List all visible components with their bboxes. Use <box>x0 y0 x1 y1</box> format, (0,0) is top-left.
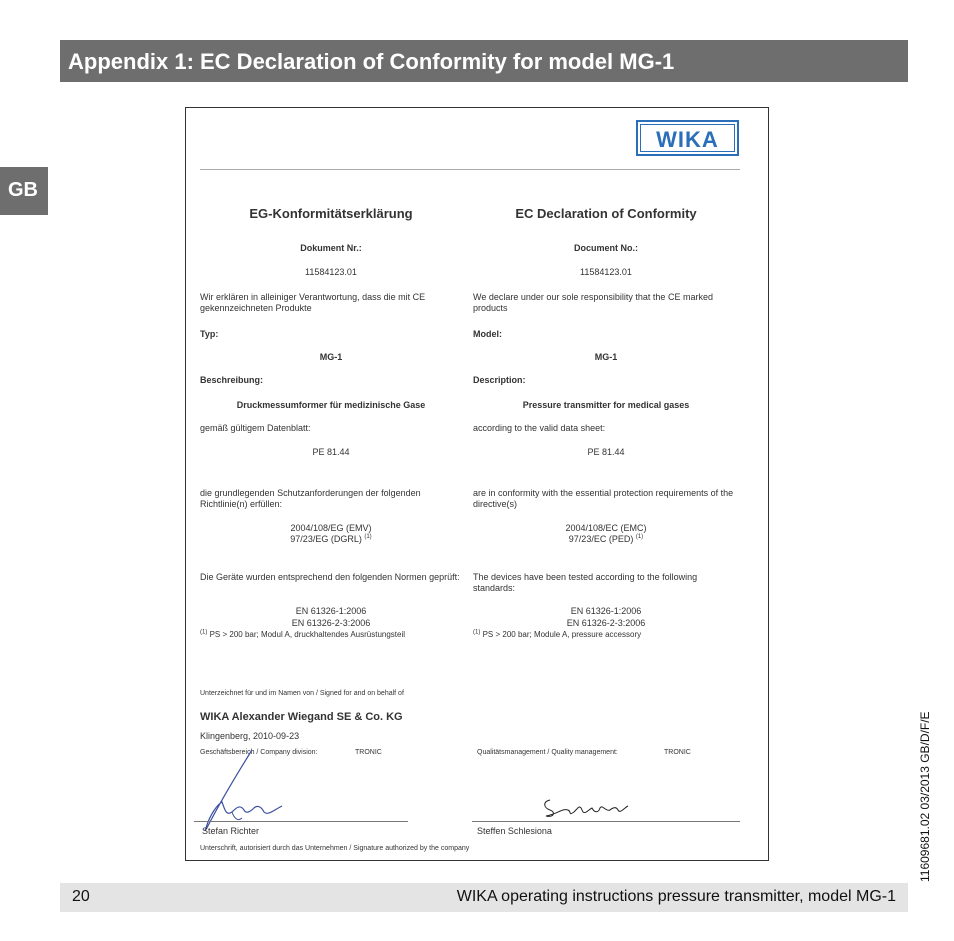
en-standard-1: EN 61326-1:2006 <box>570 606 642 616</box>
en-title: EC Declaration of Conformity <box>515 206 697 221</box>
en-doc-no-label: Document No.: <box>574 243 638 253</box>
de-type-label: Typ: <box>200 329 219 339</box>
en-desc: Pressure transmitter for medical gases <box>522 400 690 410</box>
en-directive-1: 2004/108/EC (EMC) <box>565 523 647 533</box>
de-directive-2: 97/23/EG (DGRL) $^{(1)}$ <box>290 534 372 544</box>
page-number: 20 <box>72 888 90 905</box>
signer-1-name: Stefan Richter <box>202 826 260 836</box>
de-doc-no-label: Dokument Nr.: <box>300 243 362 253</box>
de-footnote: $^{(1)}$ PS > 200 bar; Modul A, druckhaltendes Ausrüstungsteil <box>200 629 406 639</box>
de-standards-intro: Die Geräte wurden entsprechend den folgenden Normen geprüft: <box>200 572 460 582</box>
header-divider <box>200 169 740 170</box>
appendix-header-bar <box>60 40 908 82</box>
de-standard-1: EN 61326-1:2006 <box>295 606 367 616</box>
en-desc-label: Description: <box>473 375 526 385</box>
appendix-title: Appendix 1: EC Declaration of Conformity for model MG-1 <box>68 49 675 74</box>
de-directive-1: 2004/108/EG (EMV) <box>290 523 372 533</box>
en-standards-intro: The devices have been tested according to the following standards: <box>473 572 698 593</box>
place-date: Klingenberg, 2010-09-23 <box>200 731 300 741</box>
footer-text: WIKA operating instructions pressure transmitter, model MG-1 <box>456 888 896 905</box>
document-code-vertical: 11609681.02 03/2013 GB/D/F/E <box>918 711 932 882</box>
de-standard-2: EN 61326-2-3:2006 <box>291 618 371 628</box>
declaration-document <box>185 107 769 861</box>
en-type: MG-1 <box>594 352 618 362</box>
en-intro: We declare under our sole responsibility that the CE marked products <box>473 292 713 313</box>
signature-line-2 <box>472 821 740 822</box>
signature-steffen-schlesiona-drawing <box>538 792 634 824</box>
de-datasheet-intro: gemäß gültigem Datenblatt: <box>200 423 311 433</box>
wika-logo <box>636 120 739 156</box>
en-directive-2: 97/23/EC (PED) $^{(1)}$ <box>568 534 644 544</box>
division-label: Geschäftsbereich / Company division: <box>200 749 318 756</box>
de-datasheet: PE 81.44 <box>312 447 350 457</box>
en-datasheet-intro: according to the valid data sheet: <box>473 423 606 433</box>
en-datasheet: PE 81.44 <box>587 447 625 457</box>
de-desc-label: Beschreibung: <box>200 375 264 385</box>
de-doc-no: 11584123.01 <box>305 267 357 277</box>
en-type-label: Model: <box>473 329 502 339</box>
en-directives-intro: are in conformity with the essential protection requirements of the directive(s) <box>473 488 734 509</box>
en-doc-no: 11584123.01 <box>580 267 632 277</box>
division-value: TRONIC <box>355 749 382 756</box>
signature-line-1 <box>194 821 408 822</box>
signed-on-behalf: Unterzeichnet für und im Namen von / Signed for and on behalf of <box>200 690 404 697</box>
de-desc: Druckmessumformer für medizinische Gase <box>236 400 426 410</box>
signer-2-name: Steffen Schlesiona <box>477 826 552 836</box>
language-tab <box>0 167 48 215</box>
de-directives-intro: die grundlegenden Schutzanforderungen der folgenden Richtlinie(n) erfüllen: <box>200 488 421 509</box>
en-standard-2: EN 61326-2-3:2006 <box>566 618 646 628</box>
en-footnote: $^{(1)}$ PS > 200 bar; Module A, pressure accessory <box>473 629 642 639</box>
qm-label: Qualitätsmanagement / Quality management: <box>477 749 618 756</box>
page-footer <box>60 883 908 912</box>
de-type: MG-1 <box>319 352 343 362</box>
de-title: EG-Konformitätserklärung <box>249 206 413 221</box>
language-tab-label: GB <box>8 179 38 201</box>
de-intro: Wir erklären in alleiniger Verantwortung, dass die mit CE gekennzeichneten Produkte <box>200 292 426 313</box>
company-name: WIKA Alexander Wiegand SE & Co. KG <box>200 711 403 723</box>
signature-authorization-note: Unterschrift, autorisiert durch das Unternehmen / Signature authorized by the company <box>200 845 470 852</box>
wika-logo-text: WIKA <box>656 127 719 152</box>
qm-value: TRONIC <box>664 749 691 756</box>
